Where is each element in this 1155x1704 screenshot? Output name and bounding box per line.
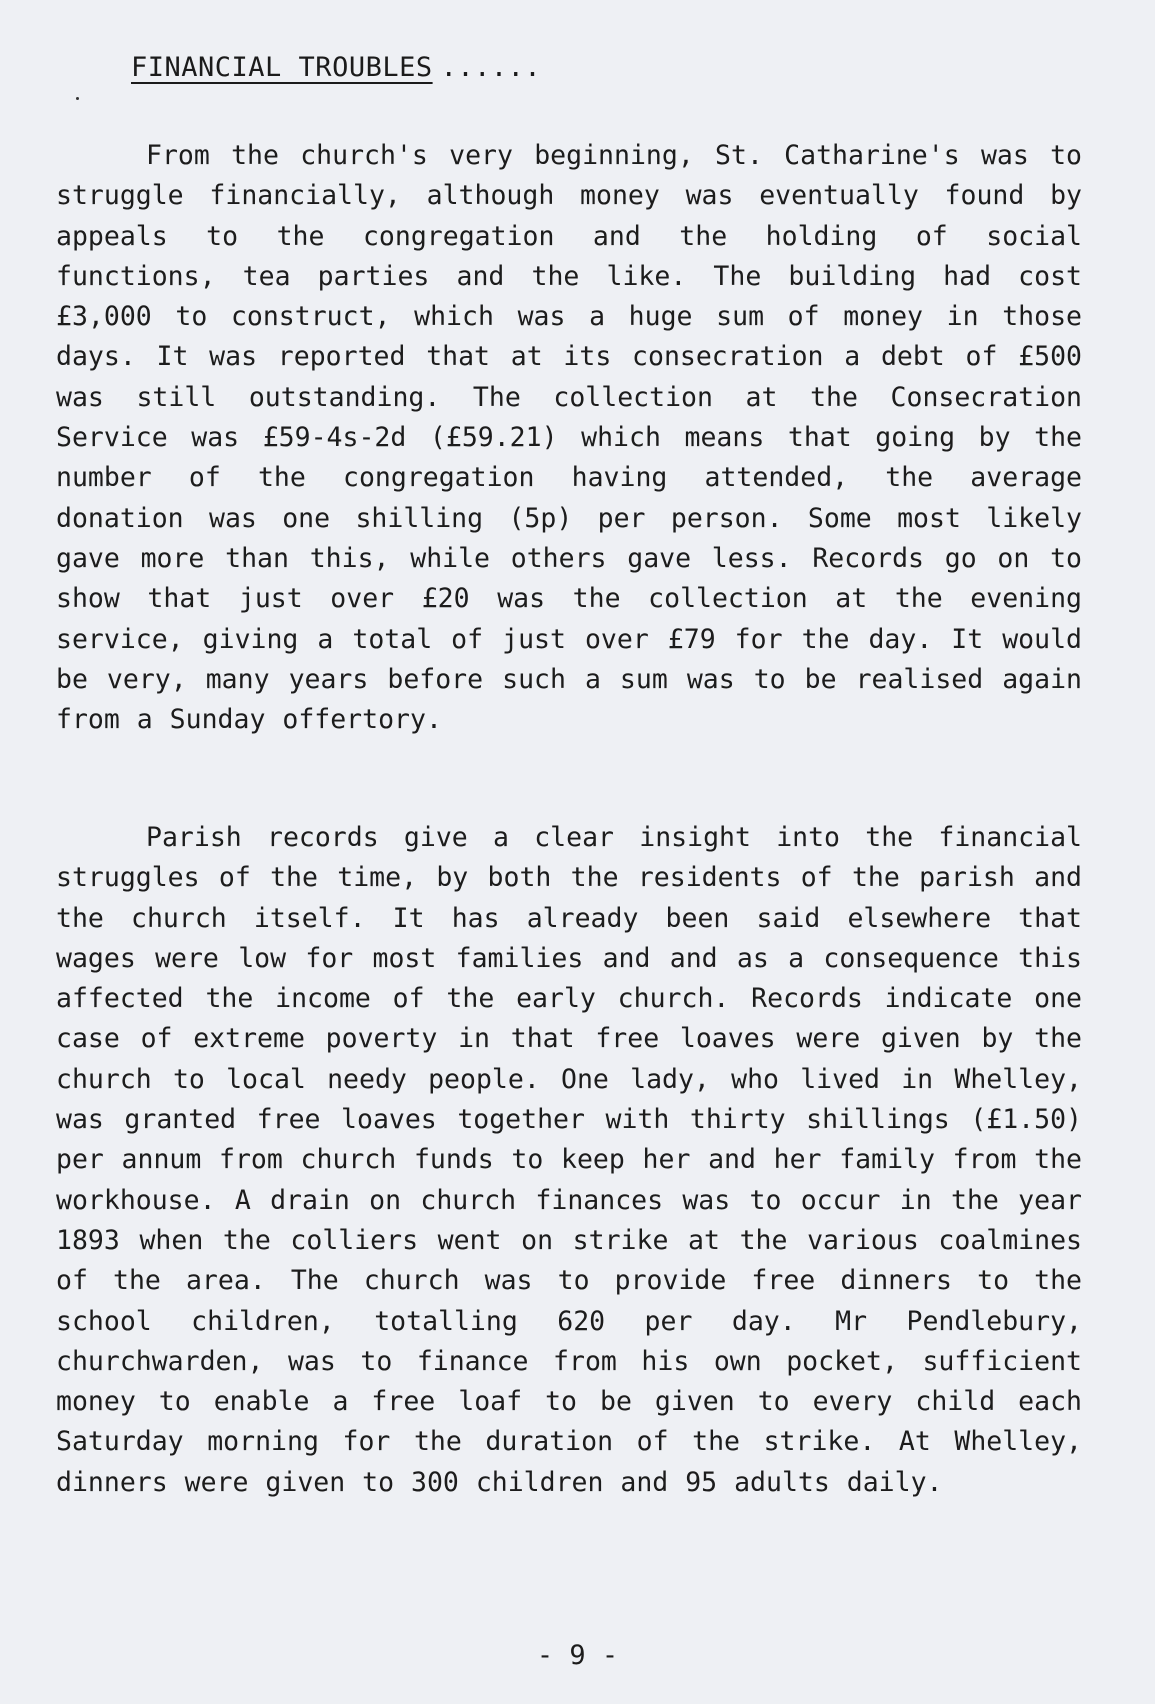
heading-title: FINANCIAL TROUBLES <box>131 52 433 83</box>
paragraph-2: Parish records give a clear insight into the financial struggles of the time, by both the residents of the parish and the church itself. It has already been said elsewhere that wages were low for most families and and as a consequence this affected the income of the early church. Records indicate one case of extreme poverty in that free loaves were given by the church to local needy people. One lady, who lived in Whelley, was granted free loaves together with thirty shillings (£1.50) per annum from church funds to keep her and her family from the workhouse. A drain on church finances was to occur in the year 1893 when the colliers went on strike at the various coalmines of the area. The church was to provide free dinners to the school children, totalling 620 per day. Mr Pendlebury, churchwarden, was to finance from his own pocket, sufficient money to enable a free loaf to be given to every child each Saturday morning for the duration of the strike. At Whelley, dinners were given to 300 children and 95 adults daily. <box>56 822 1082 1498</box>
heading <box>131 52 541 83</box>
page-number: - 9 - <box>536 1640 619 1671</box>
stray-ink-dot <box>76 97 79 100</box>
heading-dots: ...... <box>440 52 542 83</box>
paragraph-1: From the church's very beginning, St. Catharine's was to struggle financially, although money was eventually found by appeals to the congregation and the holding of social functions, tea parties and the like. The building had cost £3,000 to construct, which was a huge sum of money in those days. It was reported that at its consecration a debt of £500 was still outstanding. The collection at the Consecration Service was £59-4s-2d (£59.21) which means that going by the number of the congregation having attended, the average donation was one shilling (5p) per person. Some most likely gave more than this, while others gave less. Records go on to show that just over £20 was the collection at the evening service, giving a total of just over £79 for the day. It would be very, many years before such a sum was to be realised again from a Sunday offertory. <box>56 140 1082 736</box>
